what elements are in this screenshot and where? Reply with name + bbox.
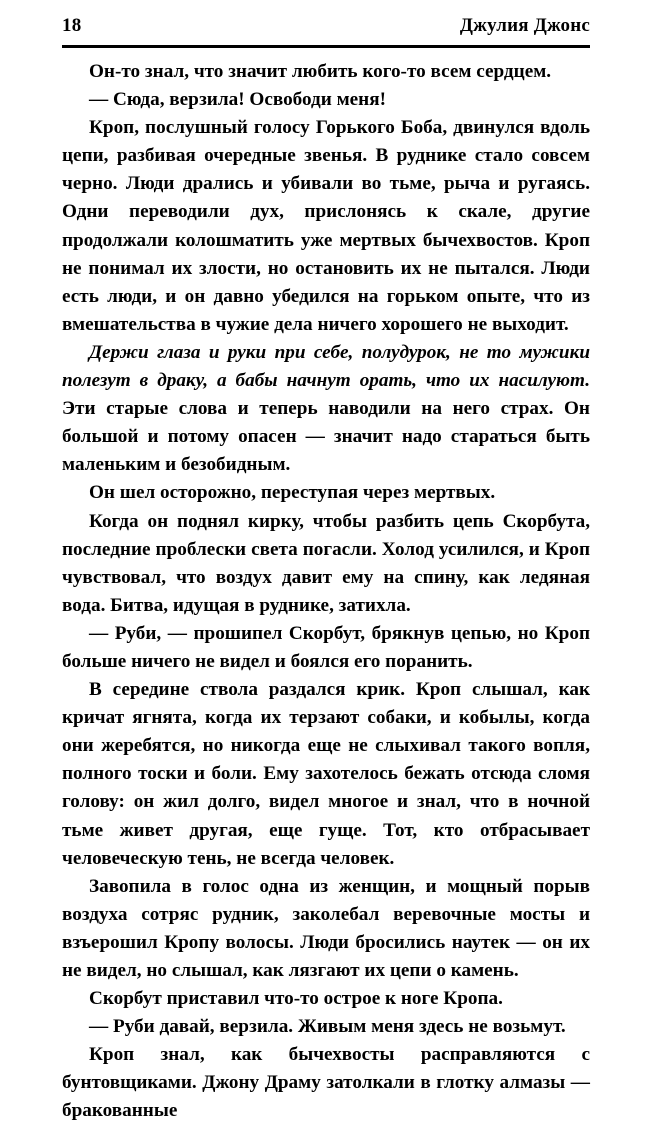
- paragraph: Завопила в голос одна из женщин, и мощный порыв воздуха сотряс рудник, заколебал веревочные мосты и взъерошил Кропу волосы. Люди бросились наутек — он их не видел, но слышал, как лязгают их цепи о камень.: [62, 875, 590, 981]
- paragraph-page-break: Кроп знал, как бычехвосты расправляются с бунтовщиками. Джону Драму затолкали в глотку алмазы — бракованные: [62, 1044, 590, 1122]
- paragraph-roman-continuation: Эти старые слова и теперь наводили на него страх. Он большой и потому опасен — значит надо стараться быть маленьким и безобидным.: [62, 398, 590, 476]
- paragraph: Когда он поднял кирку, чтобы разбить цепь Скорбута, последние проблески света погасли. Холод усилился, и Кроп чувствовал, что воздух давит ему на спину, как ледяная вода. Битва, идущая в руднике, затихла.: [62, 510, 590, 616]
- running-head: [62, 16, 590, 46]
- header-rule: [62, 45, 590, 48]
- page-number: 18: [62, 15, 82, 36]
- running-title: Джулия Джонс: [459, 15, 590, 36]
- paragraph-italic-thought: [62, 339, 590, 479]
- paragraph: Он шел осторожно, переступая через мертвых.: [89, 482, 496, 504]
- italic-inner-voice: Держи глаза и руки при себе, полудурок, не то мужики полезут в драку, а бабы начнут орать, что их насилуют.: [62, 341, 590, 392]
- body-text: [62, 58, 590, 1126]
- paragraph: В середине ствола раздался крик. Кроп слышал, как кричат ягнята, когда их терзают собаки, и кобылы, когда они жеребятся, но никогда еще не слыхивал такого вопля, полного тоски и боли. Ему захотелось бежать отсюда сломя голову: он жил долго, видел многое и знал, что в ночной тьме живет другая, еще гуще. Тот, кто отбрасывает человеческую тень, не всегда человек.: [62, 679, 590, 869]
- paragraph-dialogue: — Руби, — прошипел Скорбут, брякнув цепью, но Кроп больше ничего не видел и боялся его поранить.: [62, 622, 590, 672]
- paragraph: Он-то знал, что значит любить кого-то всем сердцем.: [89, 61, 552, 82]
- paragraph-dialogue: — Сюда, верзила! Освободи меня!: [89, 89, 387, 111]
- paragraph-dialogue: — Руби давай, верзила. Живым меня здесь не возьмут.: [89, 1016, 566, 1038]
- paragraph: Скорбут приставил что-то острое к ноге Кропа.: [89, 988, 503, 1010]
- paragraph: Кроп, послушный голосу Горького Боба, двинулся вдоль цепи, разбивая очередные звенья. В руднике стало совсем черно. Люди дрались и убивали во тьме, рыча и ругаясь. Одни переводили дух, прислонясь к скале, другие продолжали колошматить уже мертвых бычехвостов. Кроп не понимал их злости, но остановить их не пытался. Люди есть люди, и он давно убедился на горьком опыте, что из вмешательства в чужие дела ничего хорошего не выходит.: [62, 117, 590, 335]
